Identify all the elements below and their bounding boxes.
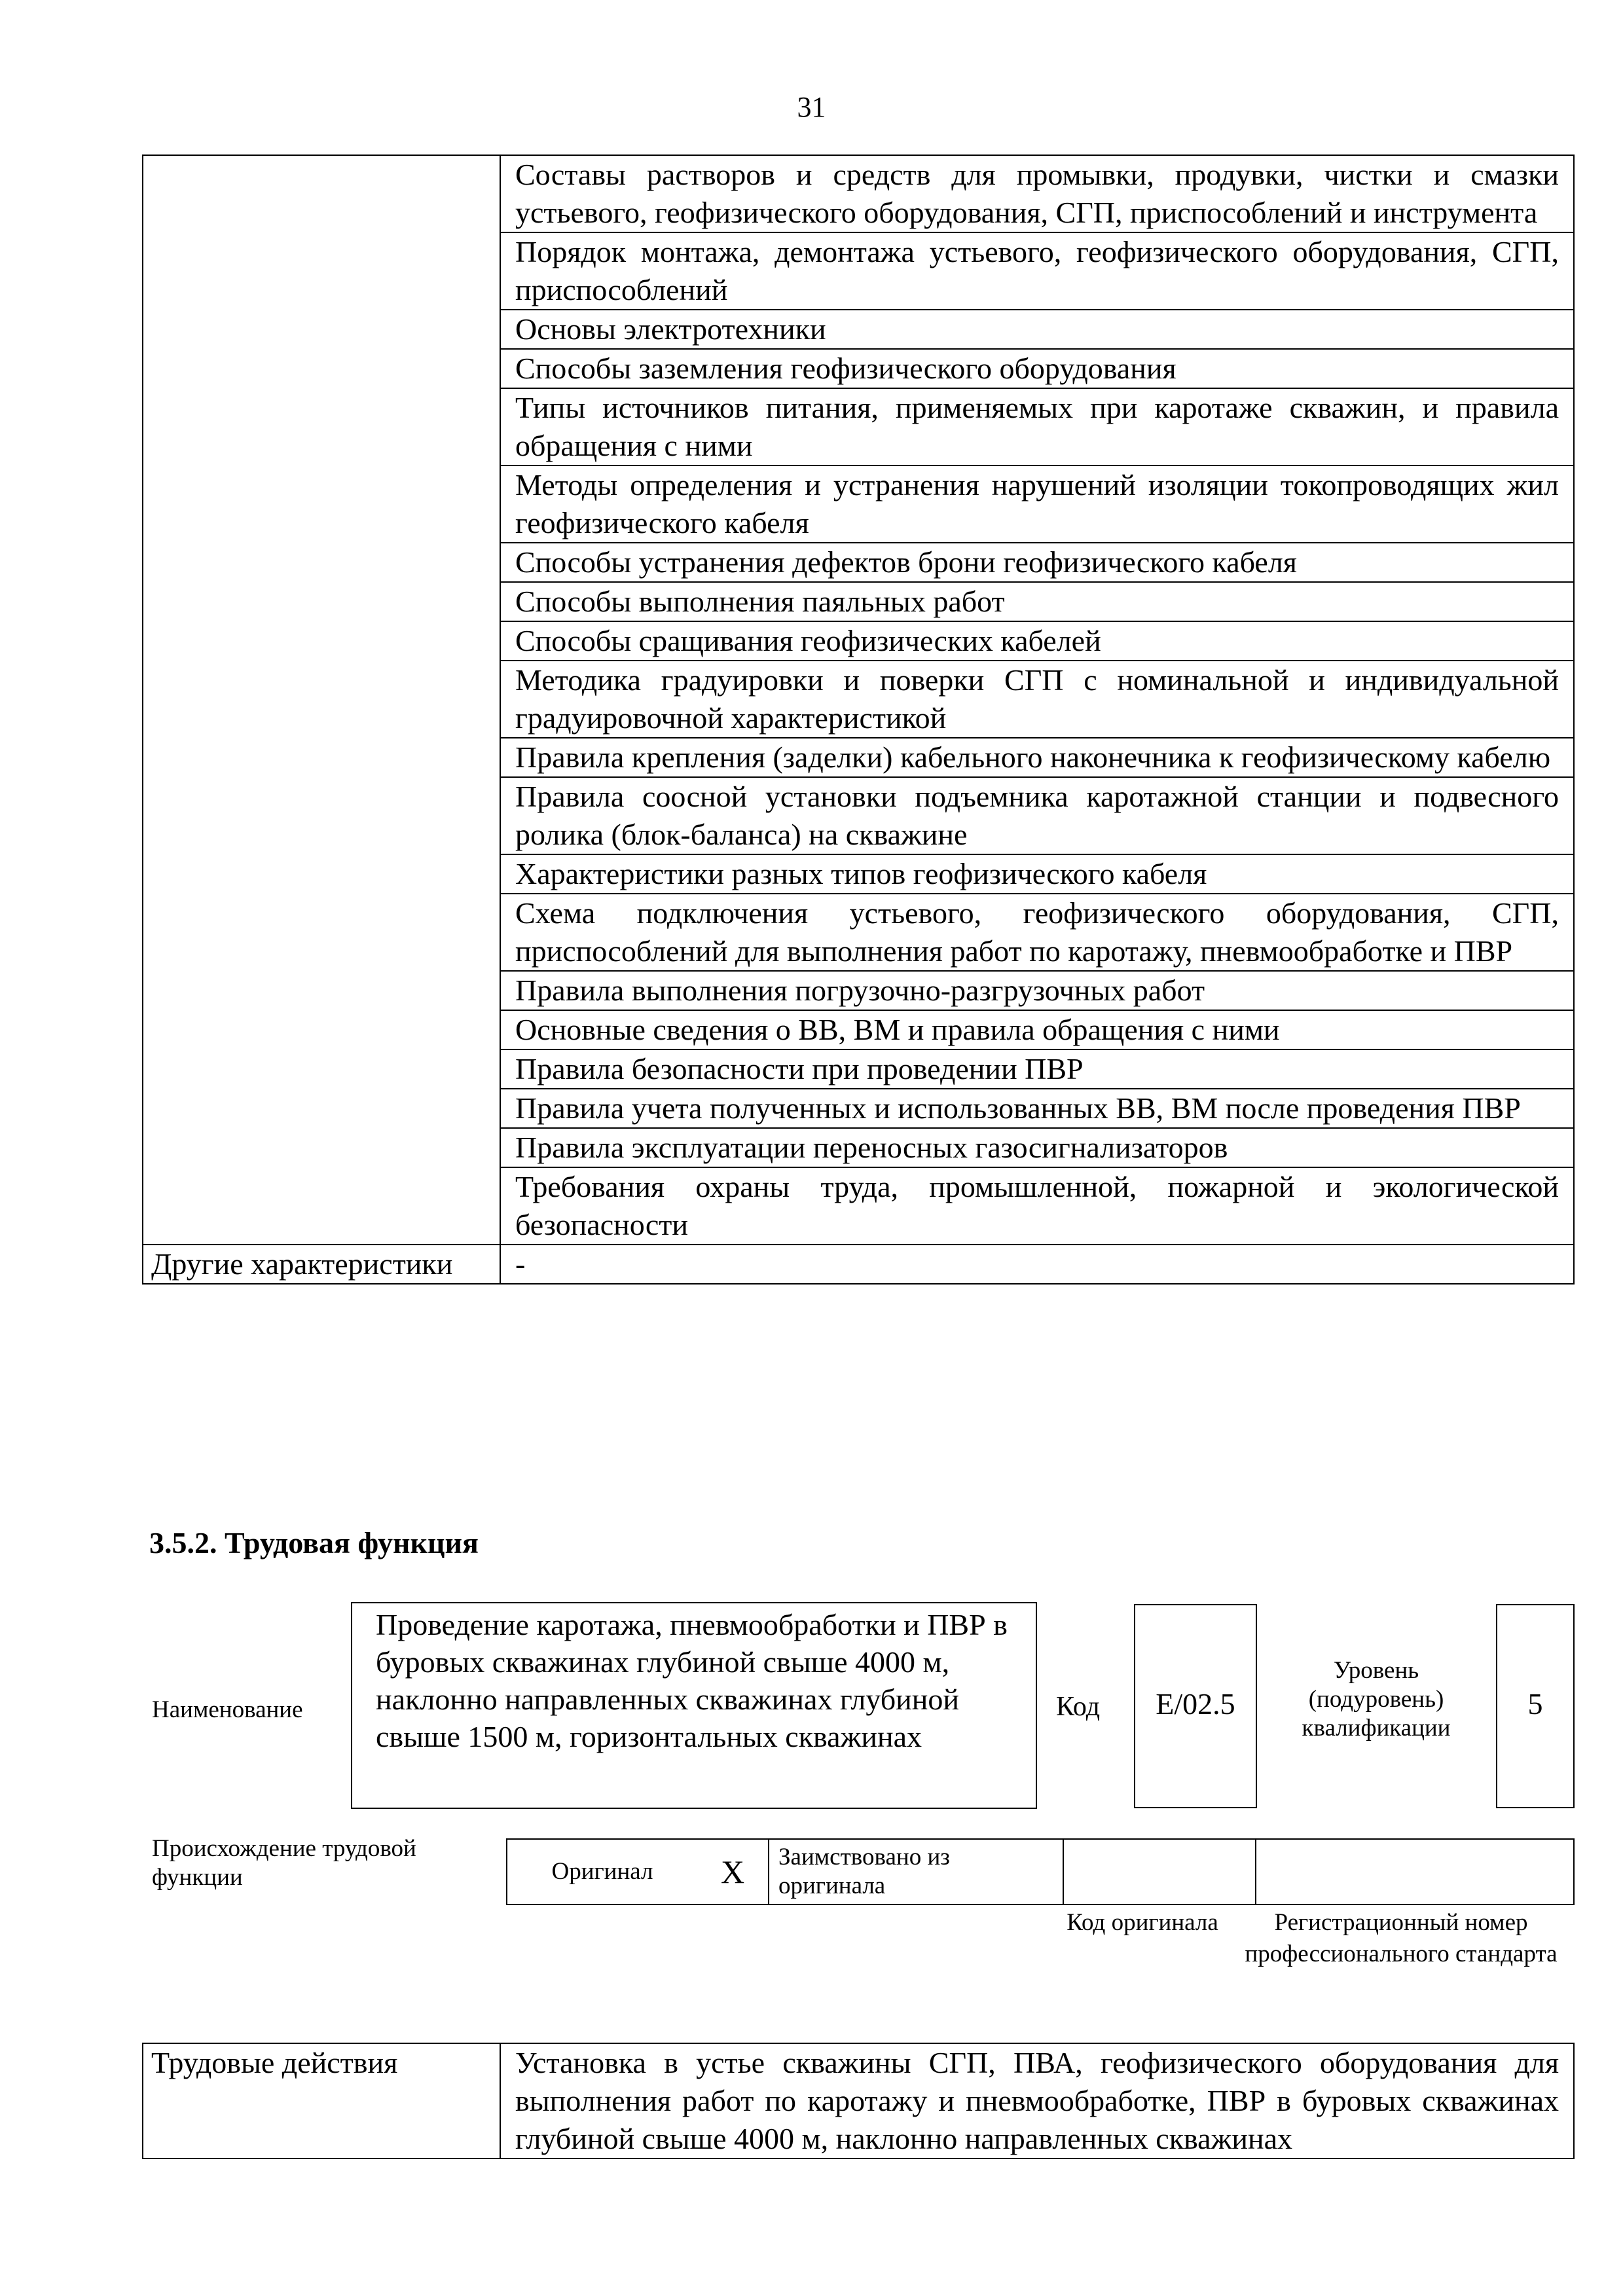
original-label: Оригинал (507, 1839, 697, 1904)
other-characteristics-row (143, 1245, 1574, 1284)
page-number: 31 (797, 91, 826, 123)
knowledge-item: Типы источников питания, применяемых при каротаже скважин, и правила обращения с ними (500, 388, 1574, 465)
knowledge-item: Требования охраны труда, промышленной, пожарной и экологической безопасности (500, 1167, 1574, 1245)
code-label: Код (1056, 1692, 1101, 1722)
knowledge-item: Составы растворов и средств для промывки, продувки, чистки и смазки устьевого, геофизического оборудования, СГП, приспособлений и инструмента (500, 155, 1574, 232)
knowledge-item: Методы определения и устранения нарушений изоляции токопроводящих жил геофизического кабеля (500, 465, 1574, 543)
knowledge-item: Правила безопасности при проведении ПВР (500, 1049, 1574, 1089)
actions-table (142, 2043, 1575, 2159)
actions-label: Трудовые действия (143, 2043, 500, 2159)
knowledge-item: Правила соосной установки подъемника каротажной станции и подвесного ролика (блок-баланса) на скважине (500, 777, 1574, 854)
knowledge-item: Правила эксплуатации переносных газосигнализаторов (500, 1128, 1574, 1167)
borrowed-label: Заимствовано из оригинала (769, 1839, 1063, 1904)
knowledge-item: Правила крепления (заделки) кабельного наконечника к геофизическому кабелю (500, 738, 1574, 777)
knowledge-label-cell (143, 155, 500, 1245)
knowledge-item: Порядок монтажа, демонтажа устьевого, геофизического оборудования, СГП, приспособлений (500, 232, 1574, 310)
function-code-box: E/02.5 (1134, 1604, 1257, 1808)
original-code-caption: Код оригинала (1067, 1909, 1218, 1936)
original-code-cell (1063, 1839, 1256, 1904)
registration-number-cell (1256, 1839, 1574, 1904)
knowledge-item: Методика градуировки и поверки СГП с номинальной и индивидуальной градуировочной характеристикой (500, 661, 1574, 738)
level-label: Уровень (подуровень) квалификации (1302, 1657, 1451, 1741)
knowledge-item: Характеристики разных типов геофизического кабеля (500, 854, 1574, 894)
section-title: 3.5.2. Трудовая функция (149, 1526, 479, 1559)
knowledge-item: Правила выполнения погрузочно-разгрузочных работ (500, 971, 1574, 1010)
origin-label: Происхождение трудовой функции (152, 1835, 416, 1891)
actions-text: Установка в устье скважины СГП, ПВА, геофизического оборудования для выполнения работ по каротажу и пневмообработке, ПВР в буровых скважинах глубиной свыше 4000 м, наклонно направленных скважинах (500, 2043, 1574, 2159)
registration-number-caption: Регистрационный номер профессионального стандарта (1245, 1909, 1558, 1967)
knowledge-item: Правила учета полученных и использованных ВВ, ВМ после проведения ПВР (500, 1089, 1574, 1128)
knowledge-item: Способы сращивания геофизических кабелей (500, 621, 1574, 661)
level-value-box: 5 (1496, 1604, 1575, 1808)
function-name-box: Проведение каротажа, пневмообработки и ПВР в буровых скважинах глубиной свыше 4000 м, наклонно направленных скважинах глубиной свыше 1500 м, горизонтальных скважинах (351, 1602, 1037, 1809)
knowledge-item: Основы электротехники (500, 310, 1574, 349)
knowledge-item: Схема подключения устьевого, геофизического оборудования, СГП, приспособлений для выполнения работ по каротажу, пневмообработке и ПВР (500, 894, 1574, 971)
knowledge-item: Основные сведения о ВВ, ВМ и правила обращения с ними (500, 1010, 1574, 1049)
knowledge-table-body (143, 155, 1574, 1245)
other-characteristics-label: Другие характеристики (143, 1245, 500, 1284)
knowledge-item: Способы заземления геофизического оборудования (500, 349, 1574, 388)
knowledge-item: Способы выполнения паяльных работ (500, 582, 1574, 621)
other-characteristics-value: - (500, 1245, 1574, 1284)
knowledge-row (143, 155, 1574, 232)
knowledge-table (142, 155, 1575, 1285)
knowledge-item: Способы устранения дефектов брони геофизического кабеля (500, 543, 1574, 582)
origin-table (506, 1838, 1575, 1905)
original-mark: X (697, 1839, 769, 1904)
name-label: Наименование (152, 1696, 303, 1723)
